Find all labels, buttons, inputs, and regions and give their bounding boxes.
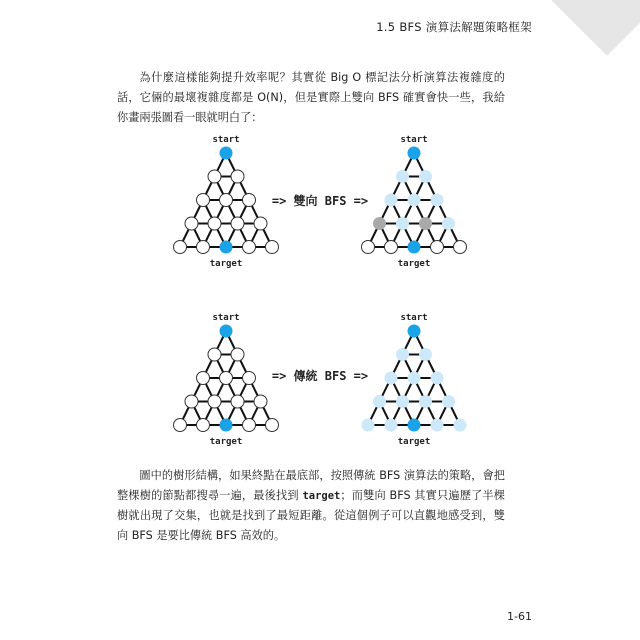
top-left-tree-node [243,194,256,207]
intro-text: 為什麼這樣能夠提升效率呢？其實從 Big O 標記法分析演算法複雜度的話，它倆的最壞複雜度都是 O(N)，但是實際上雙向 BFS 確實會快一些，我給你畫兩張圖看一眼就明白了： [117,71,505,124]
top-left-tree-node [231,217,244,230]
top-right-tree-node [419,217,432,230]
bottom-right-tree-node [454,419,467,432]
bottom-left-tree-node [197,419,210,432]
bottom-right-tree-start-label: start [400,313,428,323]
top-right-tree-node [385,194,398,207]
top-left-tree-node [254,217,267,230]
code-target: target [302,490,341,502]
top-right-tree-node [408,194,421,207]
bottom-right-tree-node [431,419,444,432]
bottom-left-tree-node [266,419,279,432]
explanation-text [117,466,505,546]
top-right-tree-node [408,241,421,254]
bottom-left-tree-node [220,419,233,432]
bottom-right-tree-node [396,348,409,361]
top-left-tree-target-label: target [209,259,243,269]
top-left-tree-node [220,241,233,254]
top-left-tree-node [266,241,279,254]
top-left-tree-start-label: start [212,135,240,145]
bottom-right-tree-node [385,372,398,385]
bottom-right-tree-node [419,348,432,361]
top-right-tree-target-label: target [397,259,431,269]
top-left-tree-node [197,241,210,254]
top-left-tree-node [208,217,221,230]
top-right-tree-node [419,170,432,183]
bottom-right-tree-node [408,372,421,385]
top-right-tree-start-label: start [400,135,428,145]
top-left-tree-node [231,170,244,183]
top-left-tree-node [220,194,233,207]
top-left-tree-node [174,241,187,254]
top-right-tree-node [373,217,386,230]
top-right-tree-node [362,241,375,254]
bottom-left-tree-node [174,419,187,432]
bottom-left-tree-node [243,372,256,385]
bottom-arrow-label: => 傳統 BFS => [271,369,369,383]
explanation-paragraph [117,466,505,546]
bottom-left-tree-node [208,395,221,408]
top-right-tree-node [385,241,398,254]
top-left-tree-node [243,241,256,254]
bottom-right-tree-node [396,395,409,408]
bottom-right-tree-node [362,419,375,432]
top-left-tree-node [220,147,233,160]
top-left-tree-node [208,170,221,183]
page-number: 1-61 [507,610,532,623]
top-right-tree-node [454,241,467,254]
bottom-left-tree-node [231,348,244,361]
bottom-left-tree-node [197,372,210,385]
top-left-tree-node [185,217,198,230]
top-right-tree-node [396,170,409,183]
bottom-right-tree-node [408,419,421,432]
explanation-part-1: 圖中的樹形結構，如果終點在最底部，按照傳統 BFS 演算法的策略，會把整棵樹的節點都搜尋一遍，最後找到 [117,469,505,502]
bottom-left-tree-node [254,395,267,408]
bottom-right-tree-node [373,395,386,408]
top-right-tree-node [396,217,409,230]
top-right-tree-node [442,217,455,230]
top-left-tree-node [197,194,210,207]
top-arrow-label: => 雙向 BFS => [271,194,369,208]
bottom-right-tree-node [408,325,421,338]
bottom-right-tree-node [431,372,444,385]
top-right-tree-node [431,241,444,254]
top-right-tree-node [408,147,421,160]
bottom-left-tree-node [231,395,244,408]
bottom-left-tree-node [220,325,233,338]
bottom-right-tree-node [419,395,432,408]
top-right-tree-node [431,194,444,207]
explanation-part-2: ；而雙向 BFS 其實只遍歷了半棵樹就出現了交集，也就是找到了最短距離。從這個例子可以直觀地感受到，雙向 BFS 是要比傳統 BFS 高效的。 [117,489,505,542]
running-header: 1.5 BFS 演算法解題策略框架 [376,20,532,34]
bottom-right-tree-node [442,395,455,408]
bottom-left-tree-start-label: start [212,313,240,323]
bottom-left-tree-node [243,419,256,432]
bottom-right-tree-node [385,419,398,432]
bottom-right-tree-target-label: target [397,437,431,447]
bottom-left-tree-node [208,348,221,361]
bottom-left-tree-node [185,395,198,408]
bottom-left-tree-node [220,372,233,385]
bottom-left-tree-target-label: target [209,437,243,447]
